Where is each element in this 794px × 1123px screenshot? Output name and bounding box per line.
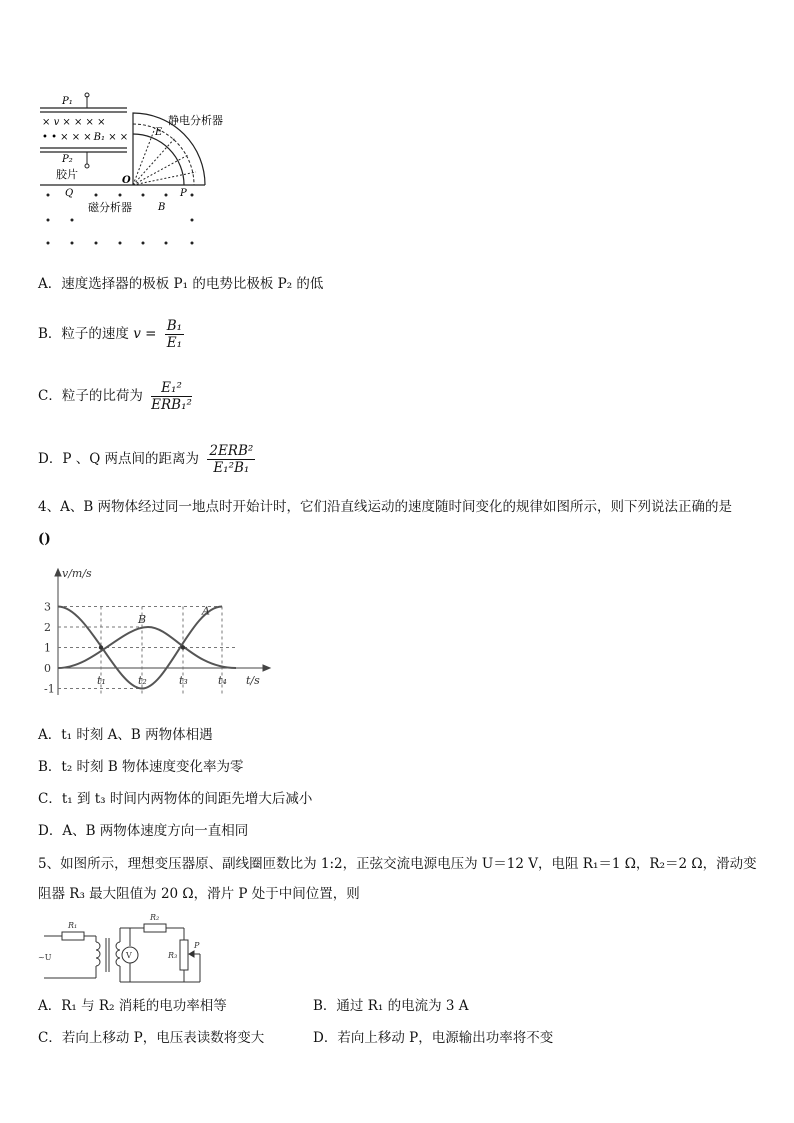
- q3-option-a: A．速度选择器的极板 P₁ 的电势比极板 P₂ 的低: [38, 276, 324, 292]
- q3-option-b-fraction: [165, 318, 184, 351]
- y-tick-label: -1: [44, 682, 55, 696]
- fraction-numerator: B₁: [166, 318, 183, 334]
- q3-option-b: [38, 318, 184, 351]
- label-film: 胶片: [56, 168, 78, 181]
- y-tick-label: 2: [44, 621, 51, 634]
- fraction-numerator: E₁²: [151, 380, 192, 397]
- q5-option-b: B．通过 R₁ 的电流为 3 A: [313, 998, 469, 1014]
- q4-option-c: C．t₁ 到 t₃ 时间内两物体的间距先增大后减小: [38, 791, 313, 807]
- label-o: O: [122, 175, 131, 186]
- q5-stem-line1: 5、如图所示，理想变压器原、副线圈匝数比为 1:2，正弦交流电源电压为 U＝12 V，电阻 R₁＝1 Ω，R₂＝2 Ω，滑动变: [38, 856, 757, 872]
- q4-option-a: A．t₁ 时刻 A、B 两物体相遇: [38, 727, 213, 743]
- y-tick-label: 3: [44, 600, 51, 614]
- label-electro-analyzer: 静电分析器: [168, 114, 223, 127]
- q4-option-d: D．A、B 两物体速度方向一直相同: [38, 823, 249, 839]
- label-e: E: [155, 127, 163, 138]
- q4-option-b: B．t₂ 时刻 B 物体速度变化率为零: [38, 759, 244, 775]
- x-tick-label: t₂: [138, 674, 147, 687]
- velocity-time-chart: [30, 565, 275, 700]
- q3-option-c: [38, 380, 192, 413]
- label-b: B: [158, 202, 166, 213]
- label-p1: P₁: [62, 96, 73, 107]
- x-axis-arrow: [263, 665, 270, 671]
- fraction-denominator: E₁²B₁: [213, 460, 250, 476]
- x-tick-label: t₁: [97, 674, 106, 687]
- label-r3: R₃: [168, 951, 178, 960]
- label-r1: R₁: [68, 921, 78, 930]
- q3-option-b-lhs: v =: [133, 326, 157, 342]
- svg-text:• • × × ×B₁ × ×: • • × × × B₁ × ×: [42, 132, 129, 143]
- q3-option-b-prefix: B．粒子的速度: [38, 326, 129, 342]
- q3-option-c-prefix: C．粒子的比荷为: [38, 388, 143, 404]
- label-slider-p: P: [194, 941, 200, 950]
- svg-text:× v × × × ×: × v × × × ×: [42, 117, 106, 128]
- x-axis-label: t/s: [246, 674, 260, 687]
- mass-spectrometer-figure: [30, 90, 260, 255]
- series-a-label: A: [202, 604, 210, 618]
- label-b1: B₁: [93, 132, 106, 143]
- label-p2: P₂: [62, 154, 73, 165]
- x-tick-label: t₃: [179, 674, 188, 687]
- q3-option-d-fraction: [207, 443, 255, 476]
- q5-option-a: A．R₁ 与 R₂ 消耗的电功率相等: [38, 998, 227, 1014]
- y-tick-label: 1: [44, 641, 51, 655]
- q3-option-d: [38, 443, 255, 476]
- fraction-denominator: E₁: [166, 335, 183, 351]
- y-tick-label: 0: [44, 662, 51, 675]
- q3-option-c-fraction: [151, 380, 192, 413]
- label-v: v: [53, 117, 60, 128]
- label-magnetic-analyzer: 磁分析器: [88, 201, 132, 214]
- intersection-point: [99, 645, 103, 649]
- label-source: ~U: [38, 953, 52, 962]
- label-p: P: [180, 188, 187, 199]
- series-b-label: B: [138, 612, 147, 626]
- q4-answer-paren: (): [38, 531, 51, 547]
- fraction-numerator: 2ERB²: [209, 443, 254, 459]
- label-voltmeter: V: [126, 951, 132, 960]
- transformer-circuit: [34, 912, 224, 990]
- label-r2: R₂: [150, 913, 160, 922]
- label-q: Q: [65, 188, 74, 199]
- y-axis-arrow: [55, 569, 61, 576]
- intersection-point: [181, 645, 185, 649]
- q5-option-d: D．若向上移动 P，电源输出功率将不变: [313, 1030, 554, 1046]
- q5-option-c: C．若向上移动 P，电压表读数将变大: [38, 1030, 265, 1046]
- x-tick-label: t₄: [218, 674, 227, 687]
- q4-stem: 4、A、B 两物体经过同一地点时开始计时，它们沿直线运动的速度随时间变化的规律如图所示，则下列说法正确的是: [38, 499, 733, 515]
- y-axis-label: v/m/s: [62, 567, 92, 580]
- fraction-denominator: ERB₁²: [151, 397, 192, 413]
- q5-stem-line2: 阻器 R₃ 最大阻值为 20 Ω，滑片 P 处于中间位置，则: [38, 886, 360, 902]
- q3-option-d-prefix: D．P 、Q 两点间的距离为: [38, 451, 200, 467]
